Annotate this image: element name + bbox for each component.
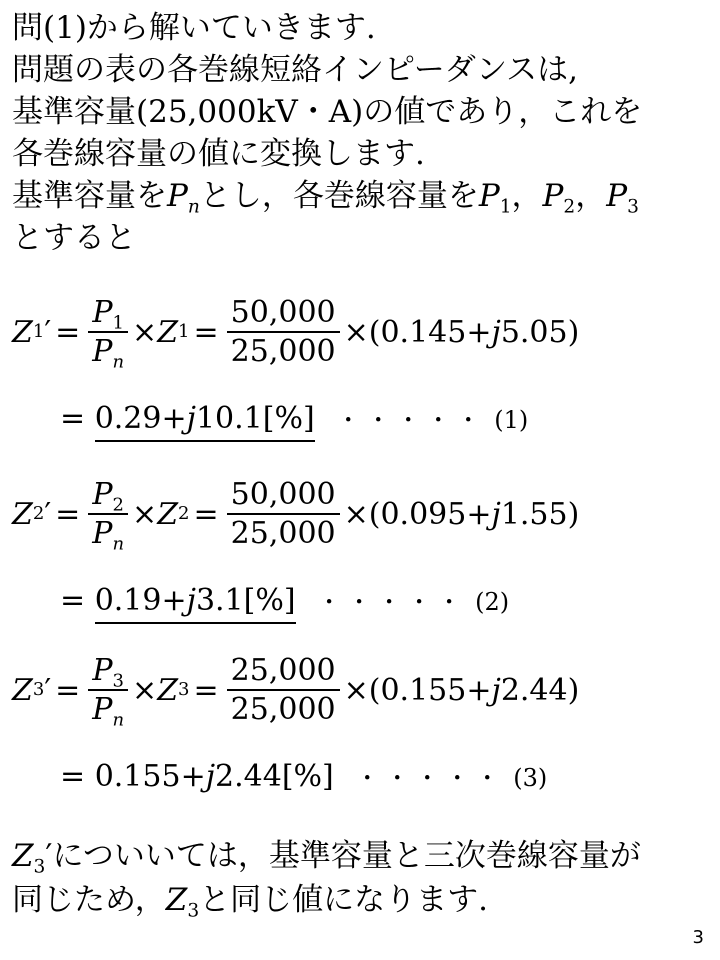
result-3: = 0.155+j2.44[%] ・・・・・ (3): [60, 759, 548, 794]
intro-line-4: 各巻線容量の値に変換します.: [12, 136, 425, 172]
capacity-fraction-3: $\frac{25,000}{25,000}$: [227, 654, 340, 726]
equation-3: Z 3 ′ = $\frac{P_3}{P_n}$ × Z 3 = $\frac{25,000}{25,000}$ × (0.155+ j 2.44): [12, 653, 580, 731]
intro-line-6: とすると: [12, 220, 136, 256]
conclusion-line-1: $Z_3'$についいては，基準容量と三次巻線容量が: [12, 838, 641, 878]
intro-line-2: 問題の表の各巻線短絡インピーダンスは,: [12, 52, 578, 88]
equation-tag-3: (3): [513, 764, 548, 792]
capacity-fraction-2: $\frac{50,000}{25,000}$: [227, 478, 340, 550]
equation-1: Z 1 ′ = $\frac{P_1}{P_n}$ × Z 1 = $\frac{50,000}{25,000}$ × (0.145+ j 5.05): [12, 295, 580, 373]
equation-tag-1: (1): [494, 406, 529, 434]
intro-line-5: 基準容量を$P_n$とし，各巻線容量を$P_1$，$P_2$，$P_3$: [12, 178, 639, 218]
equation-2: Z 2 ′ = $\frac{P_2}{P_n}$ × Z 2 = $\frac{50,000}{25,000}$ × (0.095+ j 1.55): [12, 477, 580, 555]
capacity-fraction-1: $\frac{50,000}{25,000}$: [227, 296, 340, 368]
intro-line-3: 基準容量(25,000kV・A)の値であり，これを: [12, 94, 643, 130]
ratio-fraction-3: $\frac{P_3}{P_n}$: [88, 654, 128, 726]
page-number: 3: [692, 927, 704, 948]
equation-tag-2: (2): [475, 588, 510, 616]
result-1-value: 0.29+j10.1[%]: [95, 401, 315, 442]
ratio-fraction-1: $\frac{P_1}{P_n}$: [88, 296, 128, 368]
ratio-fraction-2: $\frac{P_2}{P_n}$: [88, 478, 128, 550]
result-1: = 0.29+j10.1[%] ・・・・・ (1): [60, 400, 528, 436]
result-3-value: 0.155+j2.44[%]: [94, 759, 334, 794]
result-2: = 0.19+j3.1[%] ・・・・・ (2): [60, 582, 509, 618]
intro-line-1: 問(1)から解いていきます.: [12, 10, 376, 46]
result-2-value: 0.19+j3.1[%]: [95, 583, 296, 624]
conclusion-line-2: 同じため，$Z_3$と同じ値になります.: [12, 882, 489, 922]
